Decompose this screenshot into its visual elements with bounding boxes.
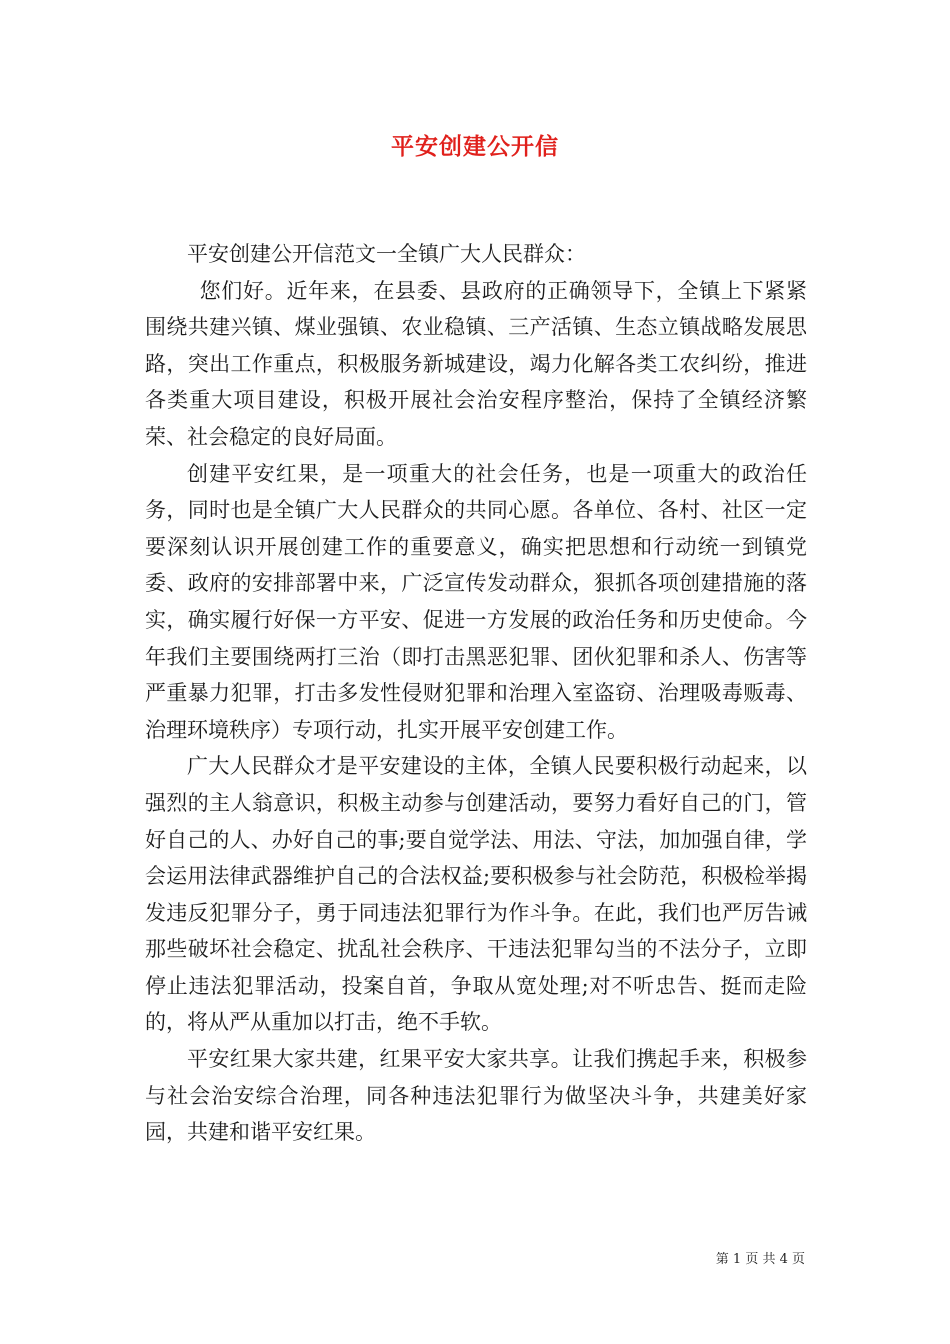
body-paragraph-1: 您们好。近年来，在县委、县政府的正确领导下，全镇上下紧紧围绕共建兴镇、煤业强镇、农业稳镇、三产活镇、生态立镇战略发展思路，突出工作重点，积极服务新城建设，竭力化解各类工农纠纷，推进各类重大项目建设，积极开展社会治安程序整治，保持了全镇经济繁荣、社会稳定的良好局面。 — [145, 278, 807, 449]
document-title: 平安创建公开信 — [391, 133, 559, 160]
body-paragraph-4: 平安红果大家共建，红果平安大家共享。让我们携起手来，积极参与社会治安综合治理，同各种违法犯罪行为做坚决斗争，共建美好家园，共建和谐平安红果。 — [145, 1047, 807, 1145]
body-paragraph-2: 创建平安红果，是一项重大的社会任务，也是一项重大的政治任务，同时也是全镇广大人民群众的共同心愿。各单位、各村、社区一定要深刻认识开展创建工作的重要意义，确实把思想和行动统一到镇党委、政府的安排部署中来，广泛宣传发动群众，狠抓各项创建措施的落实，确实履行好保一方平安、促进一方发展的政治任务和历史使命。今年我们主要围绕两打三治（即打击黑恶犯罪、团伙犯罪和杀人、伤害等严重暴力犯罪，打击多发性侵财犯罪和治理入室盗窃、治理吸毒贩毒、治理环境秩序）专项行动，扎实开展平安创建工作。 — [145, 461, 807, 742]
body-paragraph-3: 广大人民群众才是平安建设的主体，全镇人民要积极行动起来，以强烈的主人翁意识，积极主动参与创建活动，要努力看好自己的门，管好自己的人、办好自己的事;要自觉学法、用法、守法，加加强自律，学会运用法律武器维护自己的合法权益;要积极参与社会防范，积极检举揭发违反犯罪分子，勇于同违法犯罪行为作斗争。在此，我们也严厉告诫那些破坏社会稳定、扰乱社会秩序、干违法犯罪勾当的不法分子，立即停止违法犯罪活动，投案自首，争取从宽处理;对不听忠告、挺而走险的，将从严从重加以打击，绝不手软。 — [145, 754, 807, 1035]
salutation-paragraph: 平安创建公开信范文一全镇广大人民群众： — [187, 242, 586, 266]
page-number: 第 1 页 共 4 页 — [715, 1252, 805, 1267]
document-body — [145, 236, 807, 1151]
